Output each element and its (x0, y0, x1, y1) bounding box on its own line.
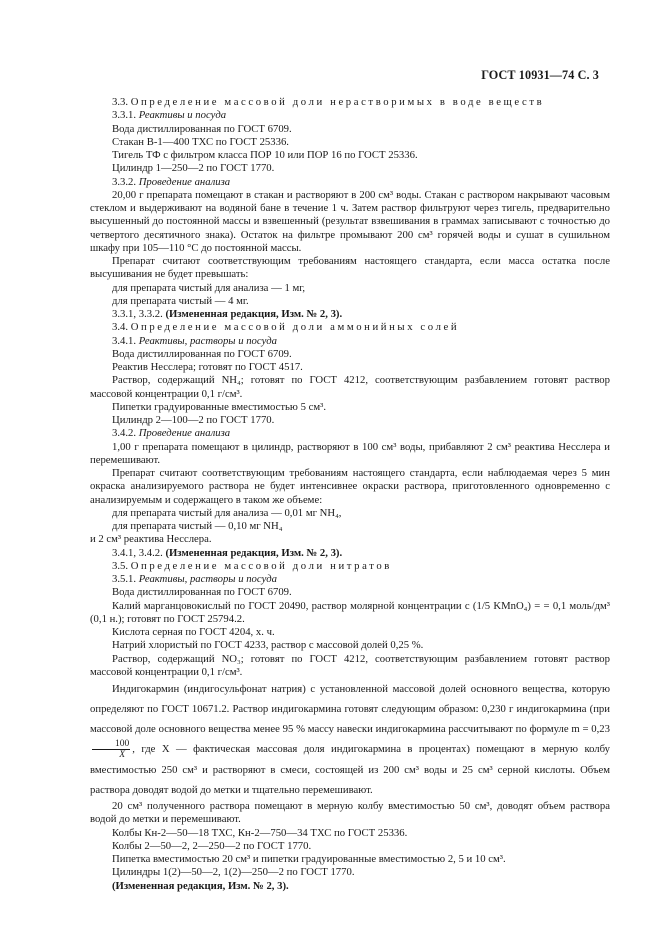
list-item: Вода дистиллированная по ГОСТ 6709. (112, 586, 292, 599)
list-item: Цилиндр 1—250—2 по ГОСТ 1770. (112, 162, 275, 175)
section-3-5-1-heading: 3.5.1. Реактивы, растворы и посуда (112, 573, 278, 585)
section-3-3-1-heading: 3.3.1. Реактивы и посуда (112, 109, 227, 122)
amendment-note: 3.4.1, 3.4.2. (Измененная редакция, Изм. № 2, 3). (112, 546, 343, 559)
paragraph: Препарат считают соответствующим требованиям настоящего стандарта, если наблюдаемая через 5 мин окраска анализируемого раствора не будет интенсивнее окраски раствора, приготовленного одновременно с анализируемым и содержащего в таком же объеме: (90, 467, 610, 506)
section-3-5-heading: 3.5. Определение массовой доли нитратов (112, 559, 392, 572)
section-3-4-1-heading: 3.4.1. Реактивы, растворы и посуда (112, 334, 278, 347)
list-item: Тигель ТФ с фильтром класса ПОР 10 или ПОР 16 по ГОСТ 25336. (112, 149, 418, 161)
paragraph: Раствор, содержащий NO₃; готовят по ГОСТ 4212, соответствующим разбавлением готовят раствор массовой концентрации 0,1 г/см³. (90, 652, 610, 678)
amendment-note: (Измененная редакция, Изм. № 2, 3). (112, 879, 289, 892)
list-item: для препарата чистый — 4 мг. (112, 294, 249, 307)
paragraph-with-formula: Индигокармин (индигосульфонат натрия) с установленной массовой долей основного вещества, которую определяют по ГОСТ 10671.2. Раствор индигокармина готовят следующим образом: 0,230 г индигокармина (при массовой доле основного вещества менее 95 % массу навески индигокармина рассчитывают по формуле m = 0,23 $\frac{100}{X}$ , где X — фактическая массовая доля индигокармина в процентах) помещают в мерную колбу вместимостью 250 см³ и растворяют в смеси, состоящей из 200 см³ воды и 25 см³ серной кислоты. Объем раствора доводят водой до метки и тщательно перемешивают. (90, 683, 610, 797)
list-item: Вода дистиллированная по ГОСТ 6709. (112, 347, 292, 360)
amendment-note: 3.3.1, 3.3.2. (Измененная редакция, Изм. № 2, 3). (112, 308, 343, 320)
list-item: Колбы Кн-2—50—18 ТХС, Кн-2—750—34 ТХС по ГОСТ 25336. (112, 826, 408, 839)
paragraph: Препарат считают соответствующим требованиям настоящего стандарта, если масса остатка после высушивания не будет превышать: (90, 255, 610, 281)
list-item: Цилиндры 1(2)—50—2, 1(2)—250—2 по ГОСТ 1770. (112, 866, 355, 879)
list-item: и 2 см³ реактива Несслера. (90, 533, 212, 546)
list-item: Пипетка вместимостью 20 см³ и пипетки градуированные вместимостью 2, 5 и 10 см³. (112, 853, 506, 866)
document-body (90, 96, 610, 893)
paragraph: 20 см³ полученного раствора помещают в мерную колбу вместимостью 50 см³, доводят объем раствора водой до метки и перемешивают. (90, 800, 610, 826)
paragraph: Раствор, содержащий NH₄; готовят по ГОСТ 4212, соответствующим разбавлением готовят раствор массовой концентрации 0,1 г/см³. (90, 374, 610, 400)
section-3-3-2-heading: 3.3.2. Проведение анализа (112, 175, 231, 188)
list-item: Стакан В-1—400 ТХС по ГОСТ 25336. (112, 135, 289, 148)
formula-fraction: $\frac{100}{X}$ (92, 739, 130, 760)
list-item: для препарата чистый для анализа — 1 мг, (112, 281, 306, 294)
page-header: ГОСТ 10931—74 С. 3 (481, 68, 599, 82)
section-3-4-2-heading: 3.4.2. Проведение анализа (112, 427, 231, 440)
list-item: Натрий хлористый по ГОСТ 4233, раствор с массовой долей 0,25 %. (112, 639, 424, 652)
section-3-4-heading: 3.4. Определение массовой доли аммонийных солей (112, 321, 460, 334)
list-item: Кислота серная по ГОСТ 4204, х. ч. (112, 626, 275, 638)
paragraph: 20,00 г препарата помещают в стакан и растворяют в 200 см³ воды. Стакан с раствором накрывают часовым стеклом и выдерживают на водяной бане в течение 1 ч. Затем раствор фильтруют через тигель, предварительно высушенный до постоянной массы и взвешенный (результат взвешивания в граммах записывают с точностью до четвертого десятичного знака). Остаток на фильтре промывают 200 см³ горячей воды и сушат в сушильном шкафу при 105—110 °С до постоянной массы. (90, 188, 610, 254)
paragraph: 1,00 г препарата помещают в цилиндр, растворяют в 100 см³ воды, прибавляют 2 см³ реактива Несслера и перемешивают. (90, 440, 610, 466)
list-item: для препарата чистый — 0,10 мг NH₄ (112, 520, 283, 532)
section-3-3-heading: 3.3. Определение массовой доли нерастворимых в воде веществ (112, 96, 545, 108)
paragraph: Калий марганцовокислый по ГОСТ 20490, раствор молярной концентрации с (1/5 KMnO₄) = = 0,1 моль/дм³ (0,1 н.); готовят по ГОСТ 25794.2. (90, 599, 610, 625)
list-item: Пипетки градуированные вместимостью 5 см³. (112, 400, 326, 413)
list-item: для препарата чистый для анализа — 0,01 мг NH₄, (112, 506, 342, 519)
list-item: Цилиндр 2—100—2 по ГОСТ 1770. (112, 414, 275, 426)
list-item: Реактив Несслера; готовят по ГОСТ 4517. (112, 361, 303, 373)
list-item: Вода дистиллированная по ГОСТ 6709. (112, 122, 292, 135)
list-item: Колбы 2—50—2, 2—250—2 по ГОСТ 1770. (112, 839, 312, 852)
